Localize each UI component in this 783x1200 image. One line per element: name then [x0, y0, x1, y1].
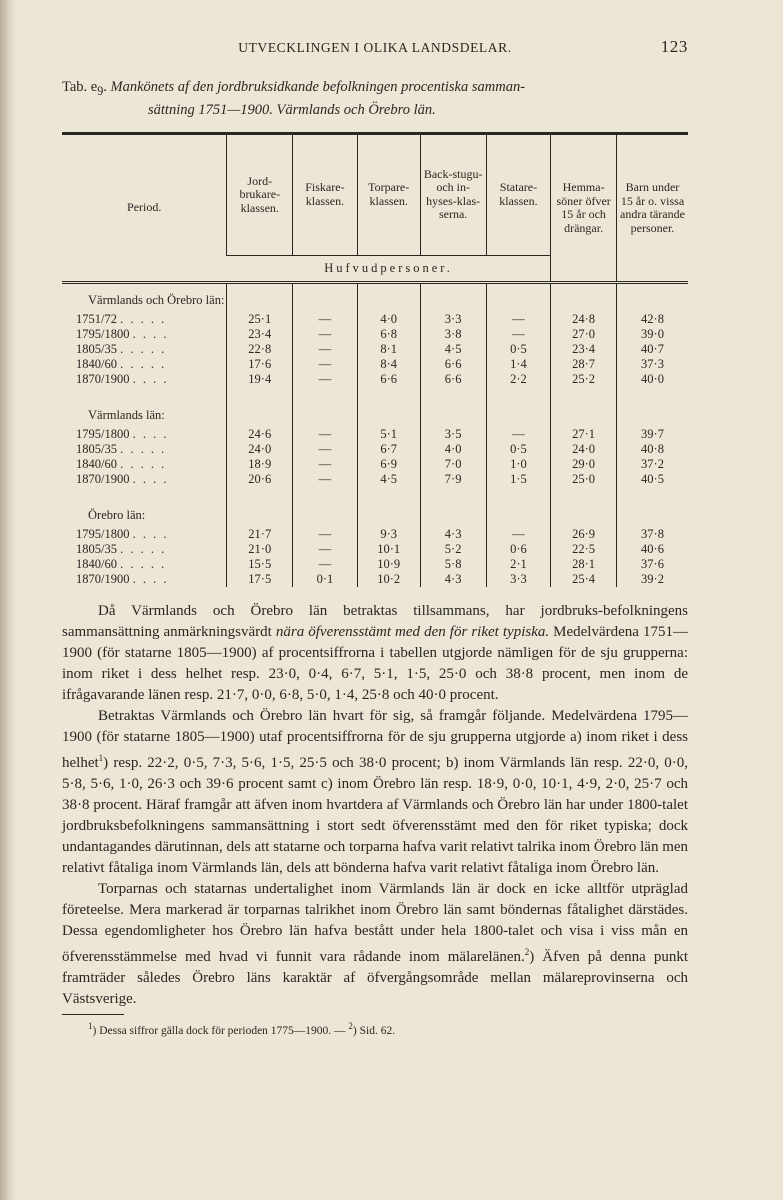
value-cell: 8·1	[357, 342, 420, 357]
group-title: Värmlands och Örebro län:	[88, 293, 225, 308]
value-cell: 6·6	[420, 357, 486, 372]
value-cell: 40·0	[616, 372, 688, 387]
value-cell: 28·7	[551, 357, 617, 372]
value-cell: 8·4	[357, 357, 420, 372]
running-header	[62, 37, 688, 64]
value-cell: —	[293, 472, 358, 487]
value-cell: 20·6	[227, 472, 293, 487]
data-table	[62, 132, 688, 588]
value-cell: 39·0	[616, 327, 688, 342]
value-cell: 3·8	[420, 327, 486, 342]
value-cell: 23·4	[551, 342, 617, 357]
col-header-backstugu: Back-stugu-och in-hyses-klas-serna.	[420, 135, 486, 256]
paragraph-3: Torparnas och statarnas undertalighet inom Värmlands län är dock en icke alltför utpräglad företeelse. Mera markerad är torparnas talrikhet inom Örebro län samt böndernas fåtalighet därstädes. Dessa egendomligheter hos Örebro län hafva bestått under hela 1800-talet och visa i viss mån en öfverensstämmelse med hvad vi funnit vara rådande inom mälarelänen.$^2$) Äfven på denna punkt framträder således Örebro läns karaktär af öfvergångsområde mellan mälareprovinserna och Västsverige.	[62, 881, 688, 1008]
table-row	[62, 527, 688, 542]
value-cell: 3·5	[420, 427, 486, 442]
footnote-rule	[62, 1014, 124, 1015]
col-header-barn: Barn under 15 år o. vissa andra tärande personer.	[616, 135, 688, 283]
value-cell: 10·2	[357, 572, 420, 587]
table-row	[62, 312, 688, 327]
table-row	[62, 342, 688, 357]
col-header-fiskare: Fiskare-klassen.	[293, 135, 358, 256]
value-cell: 7·0	[420, 457, 486, 472]
value-cell: 2·2	[486, 372, 551, 387]
running-title: UTVECKLINGEN I OLIKA LANDSDELAR.	[238, 40, 512, 55]
value-cell: 4·5	[357, 472, 420, 487]
period-cell: 1805/35 . . . . .	[76, 542, 167, 557]
caption-line1: Mankönets af den jordbruksidkande befolkningen procentiska samman-	[110, 79, 526, 95]
value-cell: 5·1	[357, 427, 420, 442]
value-cell: 6·6	[357, 372, 420, 387]
value-cell: —	[293, 357, 358, 372]
group-title: Örebro län:	[88, 508, 146, 523]
value-cell: 18·9	[227, 457, 293, 472]
value-cell: 25·4	[551, 572, 617, 587]
value-cell: 0·6	[486, 542, 551, 557]
value-cell: 42·8	[616, 312, 688, 327]
period-cell: 1870/1900 . . . .	[76, 572, 169, 587]
caption-line2: sättning 1751—1900. Värmlands och Örebro län.	[148, 101, 436, 118]
value-cell: 1·4	[486, 357, 551, 372]
value-cell: 25·1	[227, 312, 293, 327]
col-header-torpare: Torpare-klassen.	[357, 135, 420, 256]
value-cell: 24·6	[227, 427, 293, 442]
value-cell: 0·5	[486, 442, 551, 457]
value-cell: 10·1	[357, 542, 420, 557]
value-cell: 40·5	[616, 472, 688, 487]
value-cell: 21·0	[227, 542, 293, 557]
period-cell: 1795/1800 . . . .	[76, 427, 169, 442]
period-cell: 1805/35 . . . . .	[76, 442, 167, 457]
value-cell: —	[293, 427, 358, 442]
value-cell: —	[293, 312, 358, 327]
value-cell: 0·5	[486, 342, 551, 357]
value-cell: 3·3	[486, 572, 551, 587]
table-group-row	[62, 399, 688, 427]
col-header-period: Period.	[127, 200, 162, 215]
table-row	[62, 442, 688, 457]
value-cell: —	[293, 527, 358, 542]
value-cell: 24·0	[551, 442, 617, 457]
page	[62, 37, 689, 1038]
value-cell: 27·1	[551, 427, 617, 442]
table-row	[62, 557, 688, 572]
value-cell: 10·9	[357, 557, 420, 572]
value-cell: 37·6	[616, 557, 688, 572]
table-group-row	[62, 499, 688, 527]
value-cell: 37·3	[616, 357, 688, 372]
table-body	[62, 283, 688, 588]
value-cell: 9·3	[357, 527, 420, 542]
value-cell: 0·1	[293, 572, 358, 587]
value-cell: 37·8	[616, 527, 688, 542]
value-cell: 4·5	[420, 342, 486, 357]
value-cell: 25·2	[551, 372, 617, 387]
value-cell: 17·5	[227, 572, 293, 587]
table-row	[62, 357, 688, 372]
table-label: Tab. $e_9$.	[62, 79, 107, 98]
period-cell: 1751/72 . . . . .	[76, 312, 167, 327]
table-label-sub: 9	[97, 83, 104, 98]
value-cell: 40·8	[616, 442, 688, 457]
value-cell: 39·2	[616, 572, 688, 587]
period-cell: 1795/1800 . . . .	[76, 527, 169, 542]
value-cell: 19·4	[227, 372, 293, 387]
value-cell: 29·0	[551, 457, 617, 472]
value-cell: 27·0	[551, 327, 617, 342]
value-cell: —	[293, 557, 358, 572]
value-cell: 22·8	[227, 342, 293, 357]
value-cell: 26·9	[551, 527, 617, 542]
value-cell: 1·0	[486, 457, 551, 472]
table-row	[62, 372, 688, 387]
value-cell: 23·4	[227, 327, 293, 342]
table-row	[62, 457, 688, 472]
table-caption	[62, 78, 688, 120]
table-row	[62, 327, 688, 342]
group-title: Värmlands län:	[88, 408, 165, 423]
value-cell: —	[486, 527, 551, 542]
book-spine-shadow	[0, 0, 16, 1200]
period-cell: 1795/1800 . . . .	[76, 327, 169, 342]
value-cell: —	[486, 312, 551, 327]
body-text	[62, 601, 688, 1010]
value-cell: 4·3	[420, 572, 486, 587]
value-cell: 6·7	[357, 442, 420, 457]
value-cell: 6·9	[357, 457, 420, 472]
value-cell: —	[293, 542, 358, 557]
paragraph-1: Då Värmlands och Örebro län betraktas tillsammans, har jordbruks-befolkningens sammansättning anmärkningsvärdt nära öfverensstämt med den för riket typiska. Medelvärdena 1751—1900 (för statarne 1805—1900) af procentsiffrorna i tabellen utgjorde nämligen för de sju grupperna: inom riket i dess helhet resp. 23·0, 0·4, 6·7, 5·1, 1·5, 25·0 och 38·8 procent, men inom de ifrågavarande länen resp. 21·7, 0·0, 6·8, 5·0, 1·4, 25·8 och 40·0 procent.	[62, 603, 688, 704]
value-cell: 6·8	[357, 327, 420, 342]
value-cell: 4·0	[357, 312, 420, 327]
value-cell: 40·6	[616, 542, 688, 557]
value-cell: 28·1	[551, 557, 617, 572]
value-cell: 25·0	[551, 472, 617, 487]
value-cell: —	[486, 327, 551, 342]
value-cell: 22·5	[551, 542, 617, 557]
period-cell: 1840/60 . . . . .	[76, 457, 167, 472]
value-cell: 5·8	[420, 557, 486, 572]
value-cell: —	[293, 327, 358, 342]
footnote: $^1$) Dessa siffror gälla dock för perioden 1775—1900. — $^2$) Sid. 62.	[88, 1021, 396, 1038]
col-header-hemmasoner: Hemma-söner öfver 15 år och drängar.	[551, 135, 617, 283]
period-cell: 1840/60 . . . . .	[76, 557, 167, 572]
value-cell: 21·7	[227, 527, 293, 542]
col-header-jordbrukare: Jord-brukare-klassen.	[227, 135, 293, 256]
value-cell: —	[293, 342, 358, 357]
period-cell: 1805/35 . . . . .	[76, 342, 167, 357]
value-cell: 39·7	[616, 427, 688, 442]
value-cell: 15·5	[227, 557, 293, 572]
page-number: 123	[660, 37, 688, 56]
table-row	[62, 572, 688, 587]
col-header-statare: Statare-klassen.	[486, 135, 551, 256]
value-cell: 7·9	[420, 472, 486, 487]
value-cell: 40·7	[616, 342, 688, 357]
table-row	[62, 472, 688, 487]
value-cell: 17·6	[227, 357, 293, 372]
value-cell: 4·3	[420, 527, 486, 542]
value-cell: —	[293, 442, 358, 457]
value-cell: 37·2	[616, 457, 688, 472]
col-header-hufvudpersoner: Hufvudpersoner.	[227, 255, 551, 283]
value-cell: 2·1	[486, 557, 551, 572]
value-cell: 6·6	[420, 372, 486, 387]
value-cell: —	[486, 427, 551, 442]
value-cell: 3·3	[420, 312, 486, 327]
value-cell: 24·0	[227, 442, 293, 457]
value-cell: 24·8	[551, 312, 617, 327]
value-cell: —	[293, 457, 358, 472]
table-row	[62, 542, 688, 557]
table-row	[62, 427, 688, 442]
paragraph-2: Betraktas Värmlands och Örebro län hvart för sig, så framgår följande. Medelvärdena 1795—1900 (för statarne 1805—1900) utaf procentsiffrorna för de sju grupperna utgjorde a) inom riket i dess helhet$^1$) resp. 22·2, 0·5, 7·3, 5·6, 1·5, 25·5 och 38·0 procent; b) inom Värmlands län resp. 22·0, 0·0, 5·8, 5·6, 1·0, 26·3 och 39·6 procent samt c) inom Örebro län resp. 18·9, 0·0, 10·1, 4·9, 2·0, 25·7 och 38·8 procent. Häraf framgår att äfven inom hvartdera af Värmlands och Örebro län har under 1800-talet jordbruksbefolkningens sammansättning i stort sedt öfverensstämt med den för riket typiska; dock undantagandes därutinnan, dels att statarne och torparna hafva varit relativt talrika inom Örebro län men relativt fåtaliga inom Värmlands län, dels att bönderna hafva varit relativt fåtaliga inom Örebro län.	[62, 708, 689, 877]
period-cell: 1840/60 . . . . .	[76, 357, 167, 372]
value-cell: 4·0	[420, 442, 486, 457]
value-cell: 1·5	[486, 472, 551, 487]
table-group-row	[62, 283, 688, 313]
value-cell: —	[293, 372, 358, 387]
period-cell: 1870/1900 . . . .	[76, 372, 169, 387]
period-cell: 1870/1900 . . . .	[76, 472, 169, 487]
value-cell: 5·2	[420, 542, 486, 557]
